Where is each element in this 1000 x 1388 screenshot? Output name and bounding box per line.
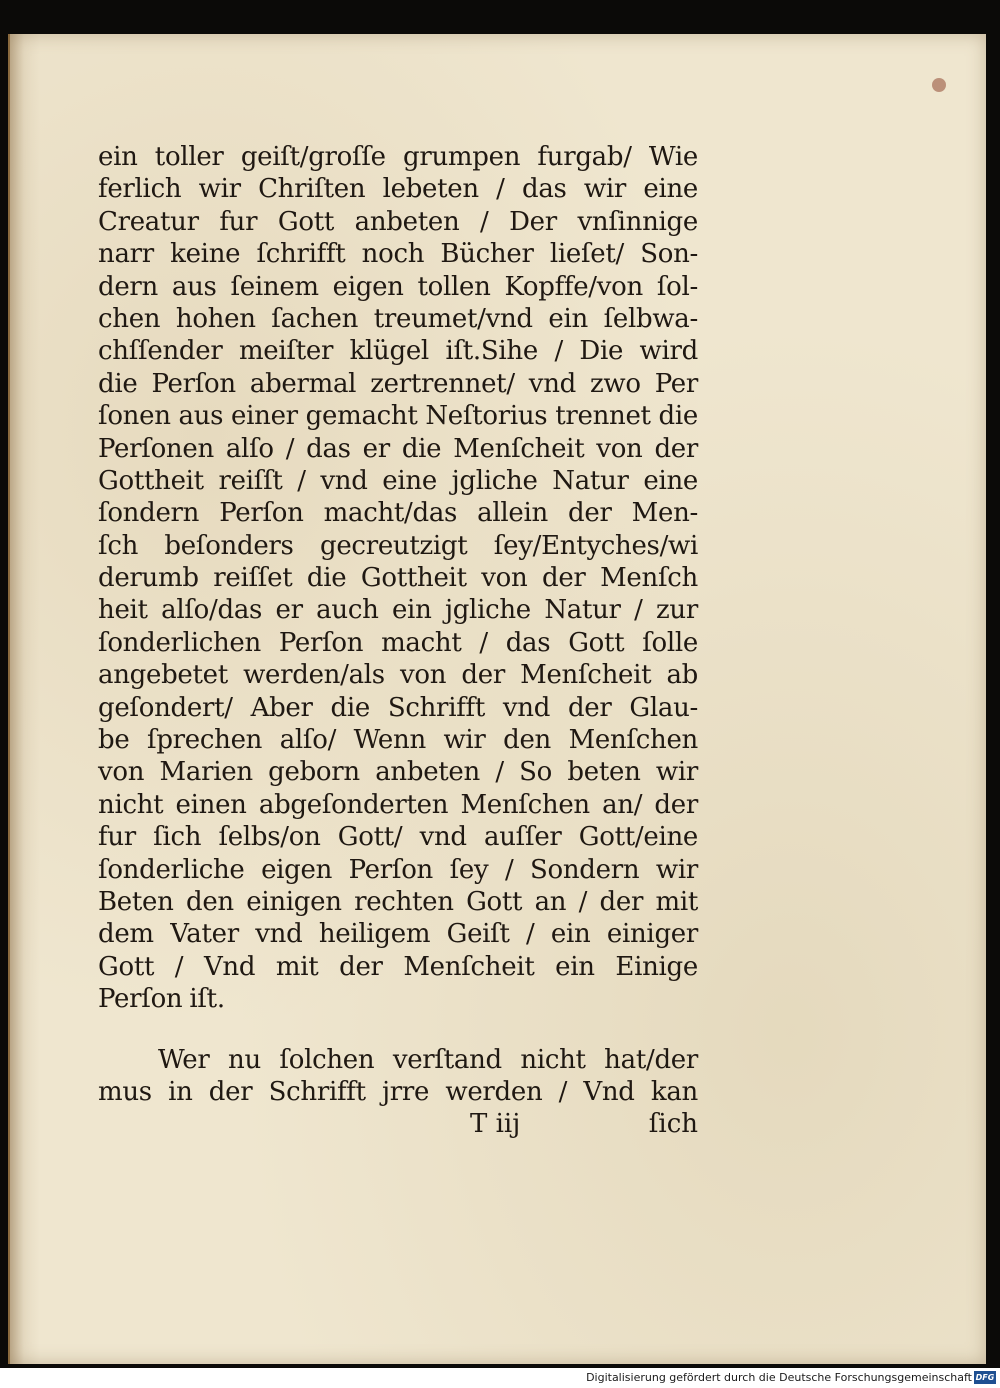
- page-text-block: [98, 141, 698, 1140]
- text-line: Perſonen alſo / das er die Menſcheit von der: [98, 433, 698, 464]
- book-page: [8, 34, 986, 1364]
- text-line: narr keine ſchrifft noch Bücher lieſet/ Son-: [98, 239, 698, 270]
- text-line: dem Vater vnd heiligem Geiſt / ein einiger: [98, 919, 698, 950]
- text-line: fur ſich ſelbs/on Gott/ vnd auſſer Gott/eine: [98, 822, 698, 853]
- footer-credit: Digitalisierung gefördert durch die Deutsche Forschungsgemeinschaft: [586, 1371, 972, 1384]
- text-line: ſonen aus einer gemacht Neſtorius trennet die: [98, 401, 698, 432]
- text-line: Wer nu ſolchen verſtand nicht hat/der: [158, 1044, 698, 1075]
- text-line: Gottheit reiſſt / vnd eine jgliche Natur eine: [98, 465, 698, 496]
- text-line: ſonderliche eigen Perſon ſey / Sondern wir: [98, 854, 698, 885]
- text-line: ferlich wir Chriſten lebeten / das wir eine: [98, 174, 698, 205]
- signature-mark: T iij: [470, 1109, 521, 1140]
- text-line: ein toller geiſt/groſſe grumpen furgab/ Wie: [98, 142, 698, 172]
- digitization-footer: [0, 1368, 1000, 1388]
- text-line: dern aus ſeinem eigen tollen Kopffe/von ſol-: [98, 271, 698, 302]
- paragraph-gap: [98, 1016, 698, 1044]
- text-line: von Marien geborn anbeten / So beten wir: [98, 757, 698, 788]
- text-line: die Perſon abermal zertrennet/ vnd zwo Per: [98, 368, 698, 399]
- text-line: be ſprechen alſo/ Wenn wir den Menſchen: [98, 725, 698, 756]
- catchword: ſich: [648, 1109, 698, 1140]
- text-line: nicht einen abgeſonderten Menſchen an/ der: [98, 789, 698, 820]
- text-line: heit alſo/das er auch ein jgliche Natur / zur: [98, 595, 698, 626]
- text-line: geſondert/ Aber die Schrifft vnd der Glau-: [98, 692, 698, 723]
- text-line: chen hohen ſachen treumet/vnd ein ſelbwa-: [98, 303, 698, 334]
- text-line: derumb reiſſet die Gottheit von der Menſch: [98, 563, 698, 594]
- text-line: angebetet werden/als von der Menſcheit ab: [98, 660, 698, 691]
- text-line: Gott / Vnd mit der Menſcheit ein Einige: [98, 951, 698, 982]
- catch-line: [98, 1108, 698, 1140]
- text-line: ſonderlichen Perſon macht / das Gott ſolle: [98, 627, 698, 658]
- text-line: chſſender meiſter klügel iſt.Sihe / Die wird: [98, 336, 698, 367]
- text-line: Creatur fur Gott anbeten / Der vnſinnige: [98, 206, 698, 237]
- page-stain: [932, 78, 946, 92]
- paragraph-1: [98, 141, 698, 1016]
- paragraph-2: [98, 1044, 698, 1109]
- text-line: ſondern Perſon macht/das allein der Men-: [98, 498, 698, 529]
- text-line: ſch beſonders gecreutzigt ſey/Entyches/wi: [98, 530, 698, 561]
- text-line: Perſon iſt.: [98, 984, 225, 1015]
- text-line: Beten den einigen rechten Gott an / der mit: [98, 886, 698, 917]
- text-line: mus in der Schrifft jrre werden / Vnd kan: [98, 1076, 698, 1107]
- dfg-logo: DFG: [975, 1373, 995, 1382]
